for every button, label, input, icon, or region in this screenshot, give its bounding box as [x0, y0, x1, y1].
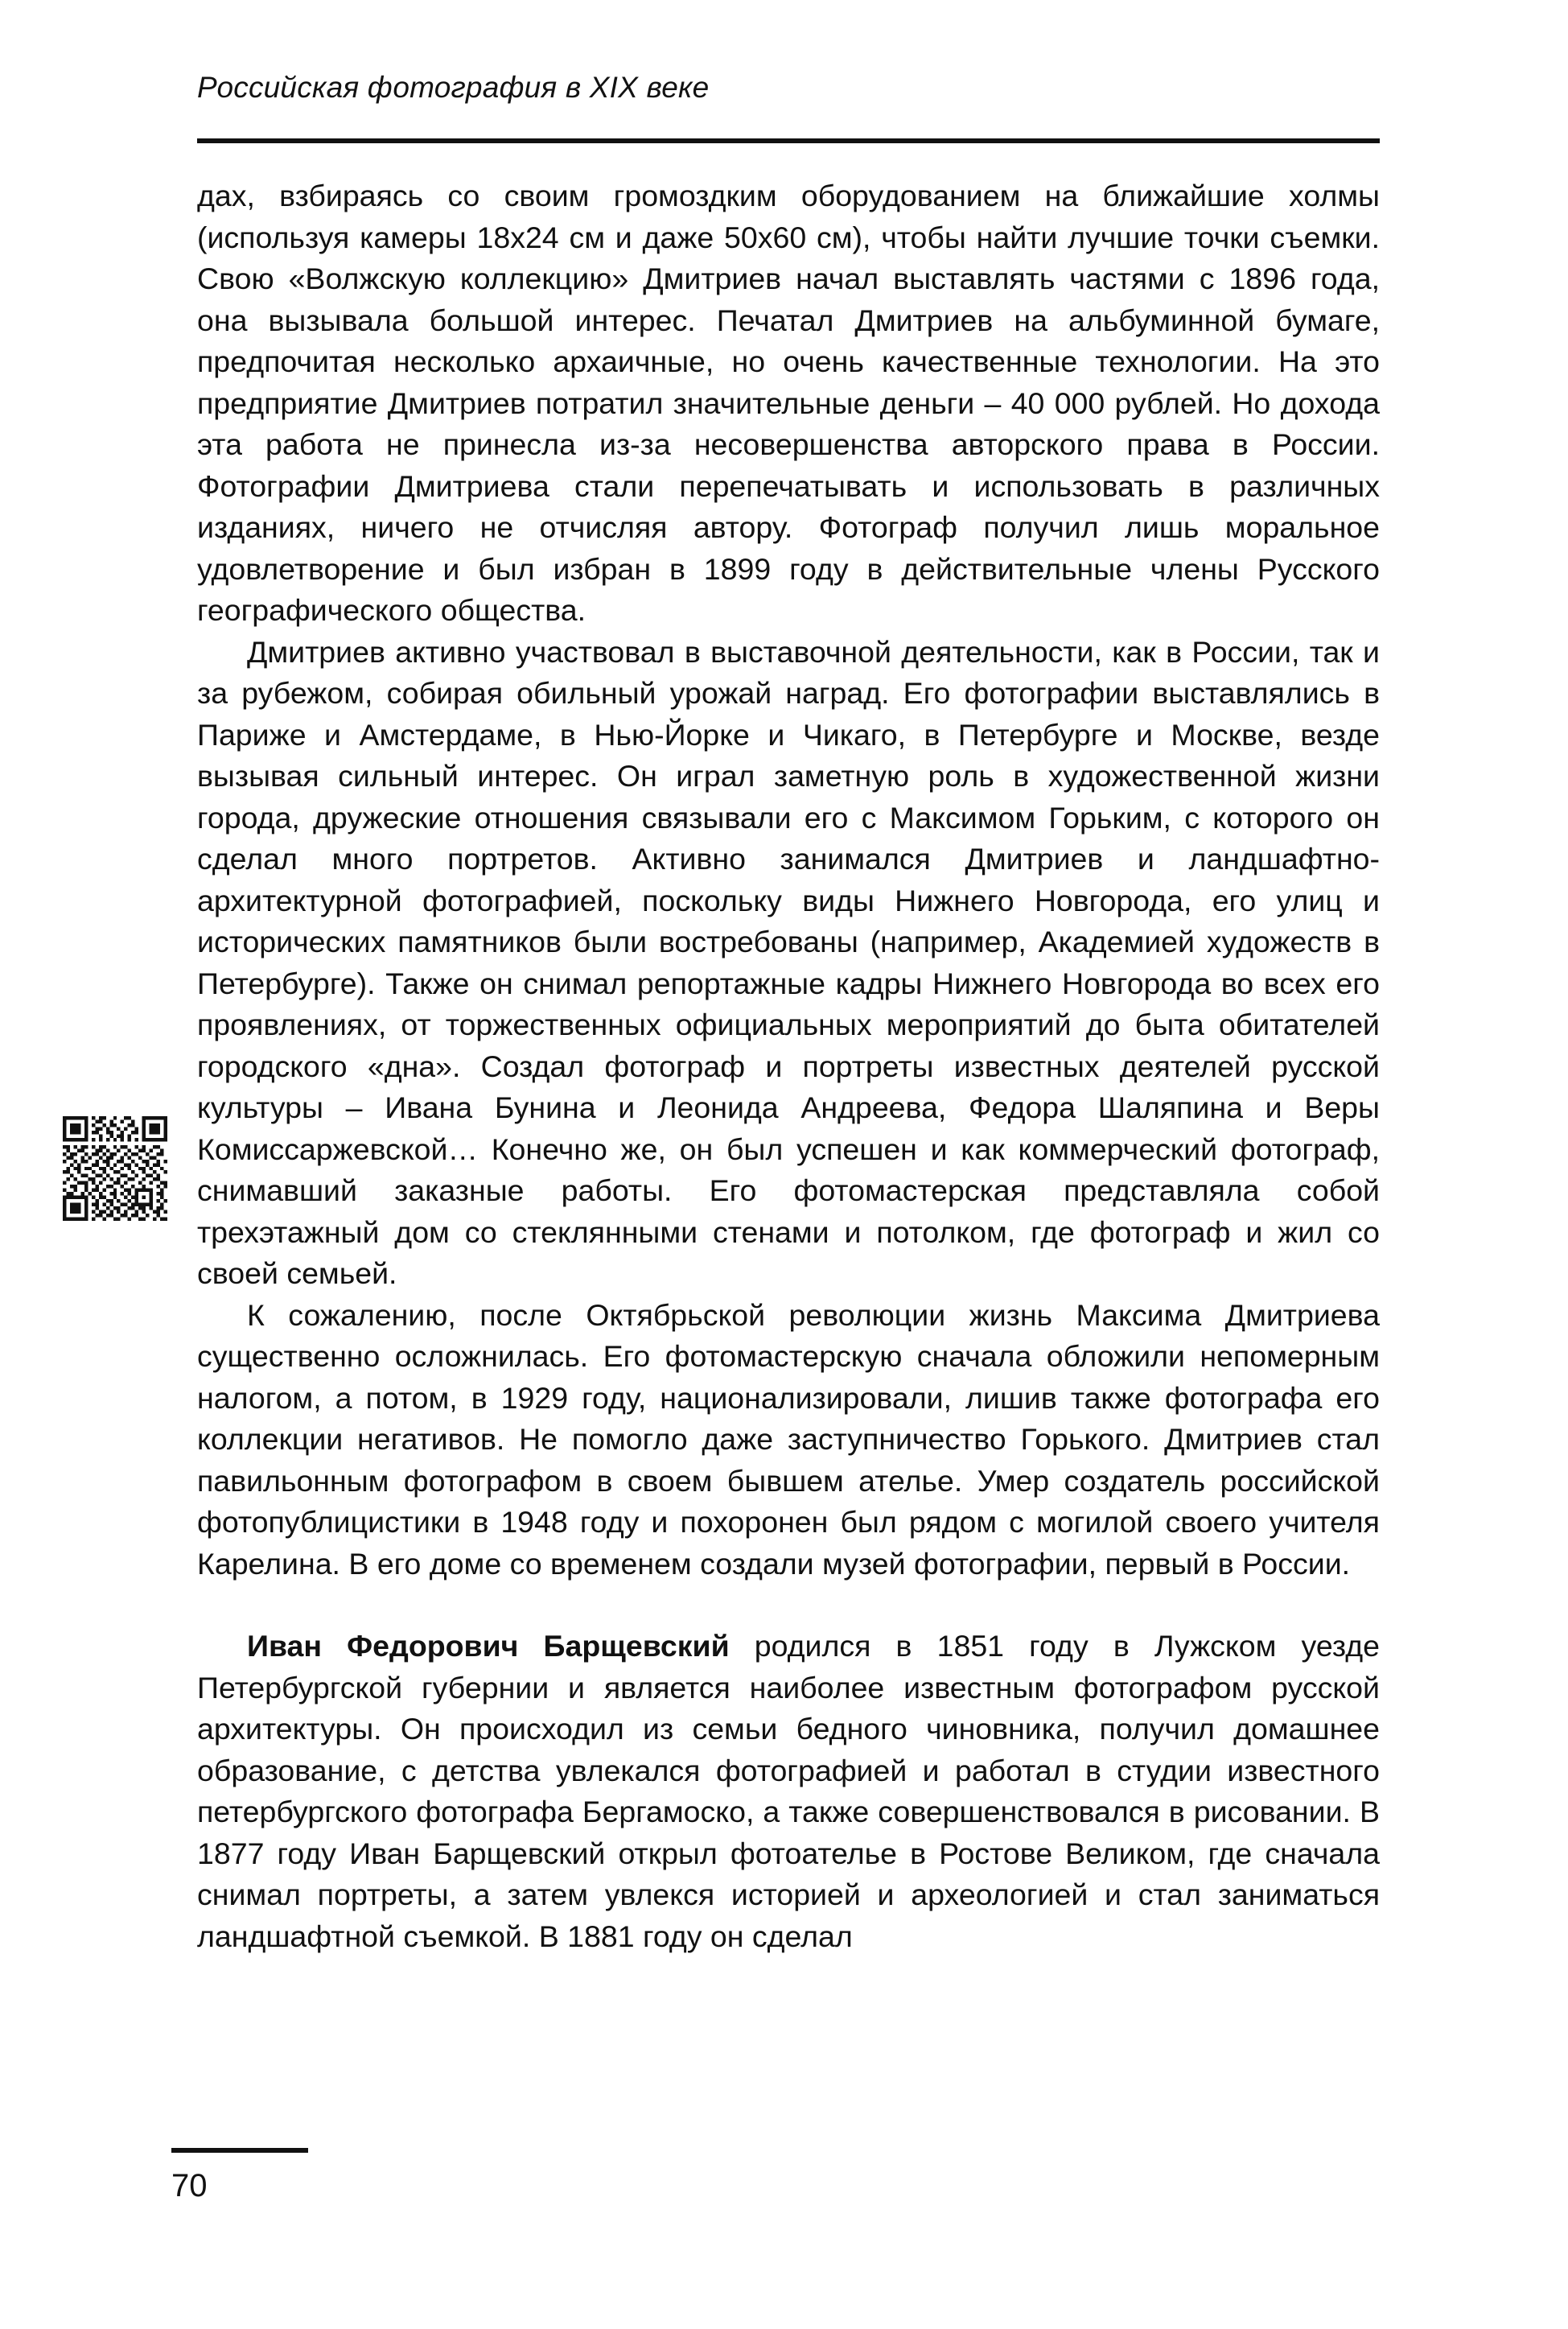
paragraph-1: дах, взбираясь со своим громоздким оборудованием на ближайшие холмы (используя камеры 18х24 см и даже 50х60 см), чтобы найти лучшие точки съемки. Свою «Волжскую коллекцию» Дмитриев начал выставлять частями с 1896 года, она вызывала большой интерес. Печатал Дмитриев на альбуминной бумаге, предпочитая несколько архаичные, но очень качественные технологии. На это предприятие Дмитриев потратил значительные деньги – 40 000 рублей. Но дохода эта работа не принесла из-за несовершенства авторского права в России. Фотографии Дмитриева стали перепечатывать и использовать в различных изданиях, ничего не отчисляя автору. Фотограф получил лишь моральное удовлетворение и был избран в 1899 году в действительные члены Русского географического общества. — [197, 179, 1380, 627]
paragraph-2: Дмитриев активно участвовал в выставочной деятельности, как в России, так и за рубежом, собирая обильный урожай наград. Его фотографии выставлялись в Париже и Амстердаме, в Нью-Йорке и Чикаго, в Петербурге и Москве, везде вызывая сильный интерес. Он играл заметную роль в художественной жизни города, дружеские отношения связывали его с Максимом Горьким, с которого он сделал много портретов. Активно занимался Дмитриев и ландшафтно-архитектурной фотографией, поскольку виды Нижнего Новгорода, его улиц и исторических памятников были востребованы (например, Академией художеств в Петербурге). Также он снимал репортажные кадры Нижнего Новгорода во всех его проявлениях, от торжественных официальных мероприятий до быта обитателей городского «дна». Создал фотограф и портреты известных деятелей русской культуры – Ивана Бунина и Леонида Андреева, Федора Шаляпина и Веры Комиссаржевской… Конечно же, он был успешен и как коммерческий фотограф, снимавший заказные работы. Его фотомастерская представляла собой трехэтажный дом со стеклянными стенами и потолком, где фотограф и жил со своей семьей. — [197, 634, 1380, 1290]
header-rule — [197, 138, 1380, 143]
page-number: 70 — [171, 2168, 208, 2203]
qr-code[interactable] — [63, 1106, 167, 1231]
footer-rule — [171, 2148, 308, 2153]
body-text-column — [197, 175, 1380, 1957]
paragraph-3: К сожалению, после Октябрьской революции жизнь Максима Дмитриева существенно осложнилась. Его фотомастерскую сначала обложили непомерным налогом, а потом, в 1929 году, национализировали, лишив также фотографа его коллекции негативов. Не помогло даже заступничество Горького. Дмитриев стал павильонным фотографом в своем бывшем ателье. Умер создатель российской фотопублицистики в 1948 году и похоронен был рядом с могилой своего учителя Карелина. В его доме со временем создали музей фотографии, первый в России. — [197, 1297, 1380, 1581]
biography-subject-name: Иван Федорович Барщевский — [247, 1629, 730, 1663]
paragraph-4 — [197, 1626, 1380, 1957]
running-head: Российская фотография в XIX веке — [197, 71, 710, 104]
paragraph-4-text: родился в 1851 году в Лужском уезде Петербургской губернии и является наиболее известным фотографом русской архитектуры. Он происходил из семьи бедного чиновника, получил домашнее образование, с детства увлекался фотографией и работал в студии известного петербургского фотографа Бергамоско, а также совершенствовался в рисовании. В 1877 году Иван Барщевский открыл фотоателье в Ростове Великом, где сначала снимал портреты, а затем увлекся историей и археологией и стал заниматься ландшафтной съемкой. В 1881 году он сделал — [197, 1629, 1380, 1953]
